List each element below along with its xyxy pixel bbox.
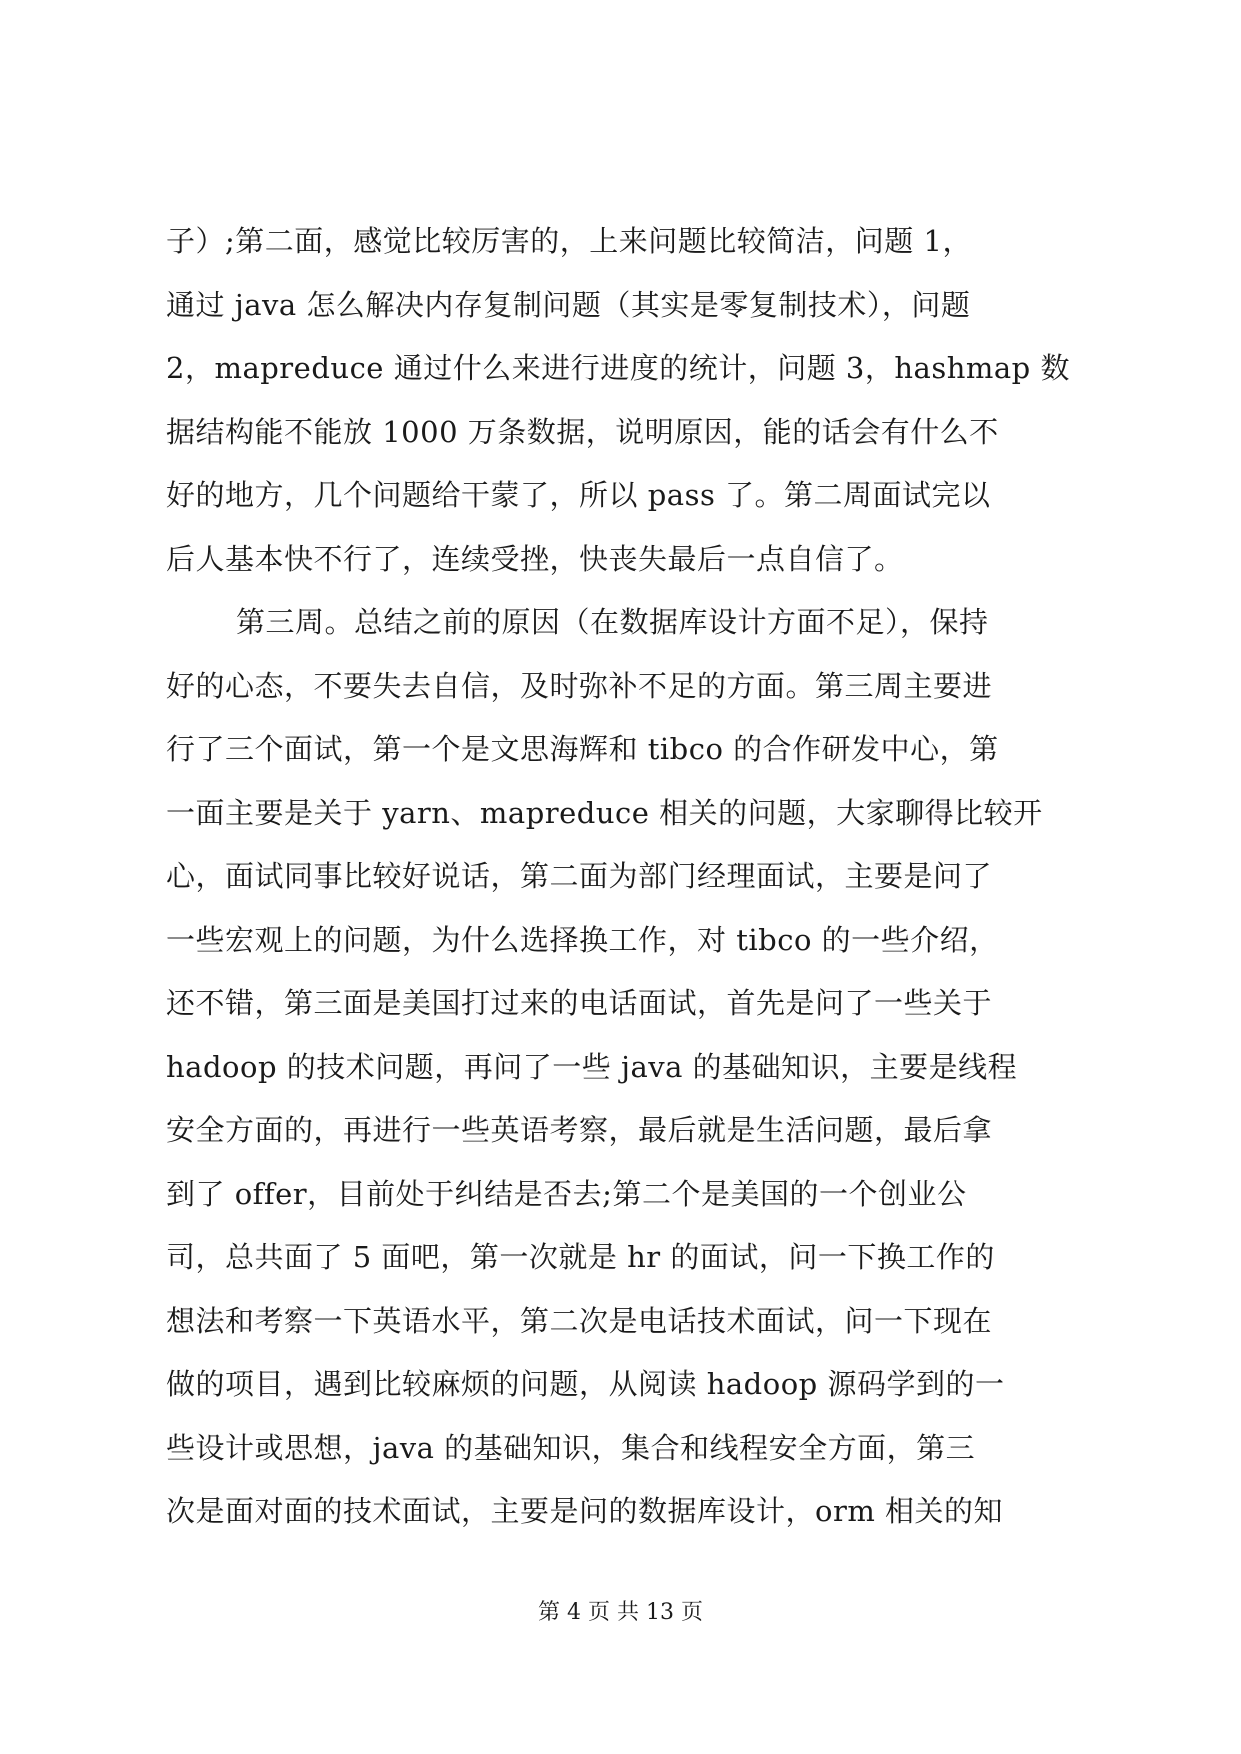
text-line: 安全方面的，再进行一些英语考察，最后就是生活问题，最后拿 [166, 1113, 993, 1147]
page-number-label: 第 4 页 共 13 页 [538, 1600, 703, 1625]
text-line: 次是面对面的技术面试，主要是问的数据库设计，orm 相关的知 [166, 1494, 1004, 1528]
text-line: 一面主要是关于 yarn、mapreduce 相关的问题，大家聊得比较开 [166, 795, 1043, 830]
text-line: 好的心态，不要失去自信，及时弥补不足的方面。第三周主要进 [166, 668, 993, 703]
text-line: 行了三个面试，第一个是文思海辉和 tibco 的合作研发中心，第 [166, 732, 999, 766]
text-line: 一些宏观上的问题，为什么选择换工作，对 tibco 的一些介绍， [166, 922, 999, 957]
text-line: 通过 java 怎么解决内存复制问题（其实是零复制技术），问题 [166, 287, 971, 322]
text-line: 好的地方，几个问题给干蒙了，所以 pass 了。第二周面试完以 [166, 478, 991, 512]
text-line: 子）;第二面，感觉比较厉害的，上来问题比较简洁，问题 1， [166, 224, 972, 258]
text-line: 2，mapreduce 通过什么来进行进度的统计，问题 3，hashmap 数 [166, 351, 1070, 385]
text-line: 还不错，第三面是美国打过来的电话面试，首先是问了一些关于 [166, 986, 993, 1020]
text-line: 后人基本快不行了，连续受挫，快丧失最后一点自信了。 [166, 541, 904, 576]
text-line: 第三周。总结之前的原因（在数据库设计方面不足），保持 [236, 605, 989, 639]
text-line: 心，面试同事比较好说话，第二面为部门经理面试，主要是问了 [166, 859, 993, 893]
text-line: 做的项目，遇到比较麻烦的问题，从阅读 hadoop 源码学到的一 [166, 1367, 1005, 1401]
text-line: 想法和考察一下英语水平，第二次是电话技术面试，问一下现在 [166, 1303, 993, 1338]
paragraph-1 [166, 210, 1096, 591]
text-line: 司，总共面了 5 面吧，第一次就是 hr 的面试，问一下换工作的 [166, 1240, 995, 1274]
paragraph-2 [166, 591, 1096, 1544]
text-line: 据结构能不能放 1000 万条数据，说明原因，能的话会有什么不 [166, 414, 999, 449]
text-line: hadoop 的技术问题，再问了一些 java 的基础知识，主要是线程 [166, 1049, 1018, 1084]
page-footer [0, 1595, 1241, 1626]
body-text [166, 210, 1096, 1544]
text-line: 些设计或思想，java 的基础知识，集合和线程安全方面，第三 [166, 1430, 976, 1465]
text-line: 到了 offer，目前处于纠结是否去;第二个是美国的一个创业公 [166, 1176, 967, 1211]
